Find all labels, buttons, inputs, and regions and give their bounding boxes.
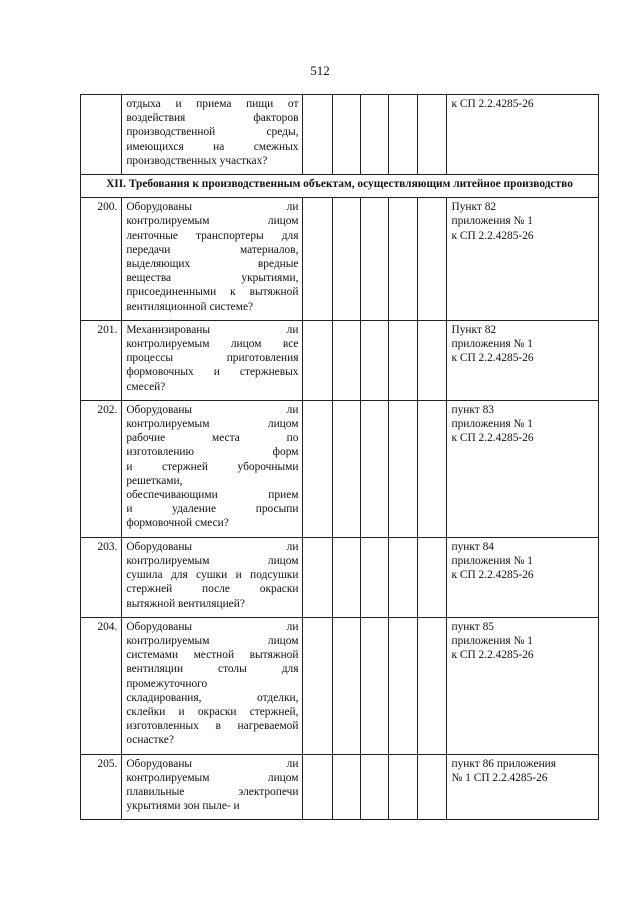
question-line: склейки и окраски стержней, <box>126 705 299 718</box>
reference-text <box>447 617 599 754</box>
reference-text <box>447 400 599 537</box>
answer-cell <box>389 400 418 537</box>
question-text <box>122 754 303 820</box>
question-line: процессы приготовления <box>126 352 299 365</box>
question-line: системами местной вытяжной <box>126 649 299 662</box>
question-line: изготовлению форм <box>126 446 299 459</box>
continued-row <box>81 95 599 175</box>
reference-line: пункт 85 <box>451 620 494 633</box>
reference-text <box>447 95 599 175</box>
question-line: решетками, <box>126 474 183 487</box>
answer-cell <box>360 400 389 537</box>
answer-cell <box>303 95 333 175</box>
answer-cell <box>360 754 389 820</box>
reference-line: приложения № 1 <box>451 634 533 647</box>
reference-line: приложения № 1 <box>451 338 533 351</box>
reference-text <box>447 198 599 321</box>
answer-cell <box>417 95 447 175</box>
item-number: 202. <box>81 400 122 537</box>
question-text <box>122 198 303 321</box>
item-number: 201. <box>81 320 122 400</box>
table-body <box>81 95 599 820</box>
reference-line: № 1 СП 2.2.4285-26 <box>451 771 548 784</box>
question-line: Механизированы ли <box>126 323 299 336</box>
answer-cell <box>417 400 447 537</box>
question-line: Оборудованы ли <box>126 620 299 633</box>
question-text <box>122 617 303 754</box>
answer-cell <box>360 537 389 617</box>
answer-cell <box>417 617 447 754</box>
answer-cell <box>303 537 333 617</box>
question-line: производственных участках? <box>126 154 268 167</box>
question-line: присоединенными к вытяжной <box>126 286 299 299</box>
reference-line: к СП 2.2.4285-26 <box>451 432 534 445</box>
question-line: выделяющих вредные <box>126 258 299 271</box>
item-number: 205. <box>81 754 122 820</box>
question-line: промежуточного <box>126 677 208 690</box>
answer-cell <box>389 537 418 617</box>
answer-cell <box>360 95 389 175</box>
question-line: контролируемым лицом <box>126 215 299 228</box>
answer-cell <box>303 320 333 400</box>
answer-cell <box>417 320 447 400</box>
question-line: оснастке? <box>126 734 174 747</box>
question-line: вещества укрытиями, <box>126 272 299 285</box>
answer-cell <box>333 95 361 175</box>
reference-line: Пункт 82 <box>451 201 497 214</box>
table-row <box>81 537 599 617</box>
reference-line: Пункт 82 <box>451 323 497 336</box>
question-line: складирования, отделки, <box>126 691 299 704</box>
question-line: Оборудованы ли <box>126 201 299 214</box>
answer-cell <box>303 400 333 537</box>
answer-cell <box>333 320 361 400</box>
answer-cell <box>303 754 333 820</box>
question-line: изготовленных в нагреваемой <box>126 720 299 733</box>
section-title: XII. Требования к производственным объектам, осуществляющим литейное производство <box>81 175 599 198</box>
answer-cell <box>389 198 418 321</box>
question-line: плавильные электропечи <box>126 785 299 798</box>
question-line: ленточные транспортеры для <box>126 229 299 242</box>
reference-line: приложения № 1 <box>451 554 533 567</box>
answer-cell <box>360 198 389 321</box>
answer-cell <box>360 320 389 400</box>
table-row <box>81 320 599 400</box>
reference-line: к СП 2.2.4285-26 <box>451 649 534 662</box>
reference-line: к СП 2.2.4285-26 <box>451 98 534 110</box>
answer-cell <box>417 198 447 321</box>
item-number: 203. <box>81 537 122 617</box>
question-text <box>122 400 303 537</box>
checklist-table <box>80 94 599 820</box>
reference-line: приложения № 1 <box>451 215 533 228</box>
question-line: вентиляционной системе? <box>126 300 254 313</box>
table-row <box>81 198 599 321</box>
question-line: контролируемым лицом все <box>126 338 299 351</box>
question-line: воздействия факторов <box>126 112 299 125</box>
answer-cell <box>333 198 361 321</box>
section-header-row <box>81 175 599 198</box>
answer-cell <box>303 617 333 754</box>
question-line: смесей? <box>126 380 166 393</box>
question-line: Оборудованы ли <box>126 540 299 553</box>
question-line: формовочных и стержневых <box>126 366 299 379</box>
question-text <box>122 320 303 400</box>
answer-cell <box>333 400 361 537</box>
answer-cell <box>389 754 418 820</box>
answer-cell <box>389 617 418 754</box>
reference-line: приложения № 1 <box>451 418 533 431</box>
question-line: контролируемым лицом <box>126 554 299 567</box>
question-line: Оборудованы ли <box>126 757 299 770</box>
question-line: передачи материалов, <box>126 243 299 256</box>
question-line: имеющихся на смежных <box>126 140 299 153</box>
item-number: 204. <box>81 617 122 754</box>
question-line: Оборудованы ли <box>126 403 299 416</box>
table-row <box>81 617 599 754</box>
reference-line: пункт 84 <box>451 540 494 553</box>
item-number: 200. <box>81 198 122 321</box>
reference-line: пункт 83 <box>451 403 494 416</box>
question-line: и стержней уборочными <box>126 460 299 473</box>
table-row <box>81 400 599 537</box>
reference-text <box>447 537 599 617</box>
question-line: стержней после окраски <box>126 583 299 596</box>
question-line: контролируемым лицом <box>126 771 299 784</box>
question-line: контролируемым лицом <box>126 418 299 431</box>
answer-cell <box>417 754 447 820</box>
question-line: вытяжной вентиляцией? <box>126 597 245 610</box>
reference-line: к СП 2.2.4285-26 <box>451 569 534 582</box>
question-line: сушила для сушки и подсушки <box>126 569 299 582</box>
answer-cell <box>389 95 418 175</box>
answer-cell <box>417 537 447 617</box>
answer-cell <box>389 320 418 400</box>
answer-cell <box>303 198 333 321</box>
question-line: укрытиями зон пыле- и <box>126 800 240 813</box>
question-line: рабочие места по <box>126 432 299 445</box>
reference-line: к СП 2.2.4285-26 <box>451 352 534 365</box>
question-line: и удаление просыпи <box>126 503 299 516</box>
question-text <box>122 537 303 617</box>
answer-cell <box>333 754 361 820</box>
answer-cell <box>333 537 361 617</box>
question-line: отдыха и приема пищи от <box>126 98 299 110</box>
table-row <box>81 754 599 820</box>
answer-cell <box>333 617 361 754</box>
reference-line: к СП 2.2.4285-26 <box>451 229 534 242</box>
question-line: обеспечивающими прием <box>126 489 299 502</box>
question-text <box>122 95 303 175</box>
question-line: производственной среды, <box>126 126 299 139</box>
reference-text <box>447 754 599 820</box>
item-number <box>81 95 122 175</box>
question-line: контролируемым лицом <box>126 634 299 647</box>
reference-text <box>447 320 599 400</box>
reference-line: пункт 86 приложения <box>451 757 557 770</box>
answer-cell <box>360 617 389 754</box>
question-line: формовочной смеси? <box>126 517 229 530</box>
question-line: вентиляции столы для <box>126 663 299 676</box>
page-number: 512 <box>310 63 330 78</box>
